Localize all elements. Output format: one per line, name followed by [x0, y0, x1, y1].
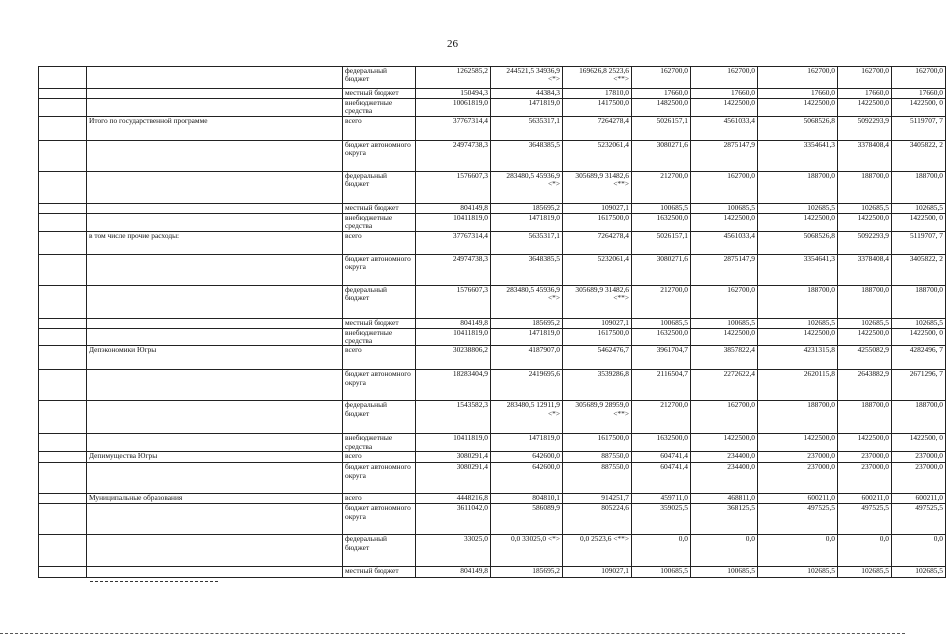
amount-cell: 17660,0	[892, 89, 946, 99]
table-row	[39, 203, 946, 213]
amount-cell: 2116504,7	[632, 370, 691, 401]
amount-cell: 5119707, 7	[892, 231, 946, 254]
table-row	[39, 213, 946, 231]
amount-cell: 5092293,9	[838, 231, 892, 254]
amount-cell: 600211,0	[838, 494, 892, 504]
table-body	[39, 67, 946, 578]
amount-cell: 102685,5	[892, 318, 946, 328]
table-row	[39, 328, 946, 346]
amount-cell: 4561033,4	[691, 231, 758, 254]
amount-cell: 1543582,3	[416, 401, 491, 434]
row-number-cell	[39, 346, 87, 370]
table-row	[39, 140, 946, 171]
amount-cell: 1576607,3	[416, 171, 491, 203]
organization-cell	[87, 203, 343, 213]
row-number-cell	[39, 254, 87, 285]
amount-cell: 1422500,0	[691, 434, 758, 452]
amount-cell: 4255082,9	[838, 346, 892, 370]
funding-source-cell: всего	[343, 346, 416, 370]
row-number-cell	[39, 370, 87, 401]
table-row	[39, 89, 946, 99]
amount-cell: 100685,5	[691, 567, 758, 578]
amount-cell: 1471819,0	[491, 328, 563, 346]
table-row	[39, 171, 946, 203]
amount-cell: 7264278,4	[563, 231, 632, 254]
amount-cell: 237000,0	[892, 463, 946, 494]
amount-cell: 234400,0	[691, 452, 758, 463]
amount-cell: 2643882,9	[838, 370, 892, 401]
amount-cell: 4231315,8	[758, 346, 838, 370]
row-number-cell	[39, 89, 87, 99]
amount-cell: 305689,9 31482,6 <**>	[563, 285, 632, 318]
amount-cell: 283480,5 45936,9 <*>	[491, 285, 563, 318]
table-row	[39, 567, 946, 578]
organization-cell: Муниципальные образования	[87, 494, 343, 504]
amount-cell: 497525,5	[892, 504, 946, 535]
funding-source-cell: бюджет автономного округа	[343, 463, 416, 494]
amount-cell: 1617500,0	[563, 434, 632, 452]
funding-source-cell: всего	[343, 231, 416, 254]
amount-cell: 3080291,4	[416, 463, 491, 494]
amount-cell: 185695,2	[491, 567, 563, 578]
amount-cell: 109027,1	[563, 318, 632, 328]
amount-cell: 188700,0	[838, 285, 892, 318]
funding-source-cell: бюджет автономного округа	[343, 504, 416, 535]
organization-cell	[87, 370, 343, 401]
amount-cell: 642600,0	[491, 463, 563, 494]
amount-cell: 283480,5 12911,9 <*>	[491, 401, 563, 434]
amount-cell: 305689,9 31482,6 <**>	[563, 171, 632, 203]
amount-cell: 0,0	[758, 535, 838, 567]
row-number-cell	[39, 140, 87, 171]
amount-cell: 1422500, 0	[892, 213, 946, 231]
amount-cell: 212700,0	[632, 285, 691, 318]
amount-cell: 1422500,0	[758, 434, 838, 452]
amount-cell: 17810,0	[563, 89, 632, 99]
amount-cell: 237000,0	[892, 452, 946, 463]
amount-cell: 102685,5	[838, 567, 892, 578]
amount-cell: 2620115,8	[758, 370, 838, 401]
funding-source-cell: федеральный бюджет	[343, 67, 416, 89]
amount-cell: 1632500,0	[632, 213, 691, 231]
amount-cell: 5068526,8	[758, 231, 838, 254]
bottom-edge-line	[0, 633, 905, 634]
table-row	[39, 254, 946, 285]
funding-source-cell: внебюджетные средства	[343, 434, 416, 452]
budget-table	[38, 66, 946, 578]
amount-cell: 102685,5	[838, 203, 892, 213]
amount-cell: 234400,0	[691, 463, 758, 494]
amount-cell: 804810,1	[491, 494, 563, 504]
row-number-cell	[39, 67, 87, 89]
amount-cell: 3080291,4	[416, 452, 491, 463]
amount-cell: 4448216,8	[416, 494, 491, 504]
row-number-cell	[39, 434, 87, 452]
row-number-cell	[39, 328, 87, 346]
amount-cell: 3648385,5	[491, 254, 563, 285]
amount-cell: 1422500,0	[691, 99, 758, 117]
organization-cell: в том числе прочие расходы:	[87, 231, 343, 254]
amount-cell: 1617500,0	[563, 213, 632, 231]
amount-cell: 604741,4	[632, 463, 691, 494]
amount-cell: 0,0	[691, 535, 758, 567]
amount-cell: 150494,3	[416, 89, 491, 99]
amount-cell: 1417500,0	[563, 99, 632, 117]
amount-cell: 805224,6	[563, 504, 632, 535]
amount-cell: 5119707, 7	[892, 116, 946, 140]
table-row	[39, 231, 946, 254]
amount-cell: 237000,0	[838, 463, 892, 494]
amount-cell: 109027,1	[563, 203, 632, 213]
amount-cell: 162700,0	[691, 171, 758, 203]
organization-cell	[87, 504, 343, 535]
organization-cell	[87, 213, 343, 231]
amount-cell: 100685,5	[691, 203, 758, 213]
table-row	[39, 494, 946, 504]
row-number-cell	[39, 213, 87, 231]
row-number-cell	[39, 567, 87, 578]
amount-cell: 237000,0	[838, 452, 892, 463]
row-number-cell	[39, 504, 87, 535]
amount-cell: 109027,1	[563, 567, 632, 578]
amount-cell: 188700,0	[892, 285, 946, 318]
amount-cell: 3080271,6	[632, 254, 691, 285]
amount-cell: 100685,5	[632, 318, 691, 328]
amount-cell: 1471819,0	[491, 99, 563, 117]
funding-source-cell: бюджет автономного округа	[343, 254, 416, 285]
organization-cell: Депимущества Югры	[87, 452, 343, 463]
organization-cell	[87, 254, 343, 285]
row-number-cell	[39, 231, 87, 254]
amount-cell: 368125,5	[691, 504, 758, 535]
amount-cell: 1262585,2	[416, 67, 491, 89]
table-row	[39, 285, 946, 318]
table-row	[39, 452, 946, 463]
amount-cell: 188700,0	[838, 401, 892, 434]
amount-cell: 162700,0	[691, 285, 758, 318]
amount-cell: 17660,0	[758, 89, 838, 99]
funding-source-cell: внебюджетные средства	[343, 99, 416, 117]
table-row	[39, 504, 946, 535]
amount-cell: 10061819,0	[416, 99, 491, 117]
amount-cell: 3354641,3	[758, 140, 838, 171]
funding-source-cell: федеральный бюджет	[343, 285, 416, 318]
amount-cell: 100685,5	[691, 318, 758, 328]
row-number-cell	[39, 203, 87, 213]
amount-cell: 2875147,9	[691, 254, 758, 285]
amount-cell: 0,0 2523,6 <**>	[563, 535, 632, 567]
amount-cell: 102685,5	[758, 318, 838, 328]
page-number: 26	[447, 38, 458, 50]
amount-cell: 10411819,0	[416, 434, 491, 452]
amount-cell: 162700,0	[758, 67, 838, 89]
amount-cell: 1482500,0	[632, 99, 691, 117]
amount-cell: 5232061,4	[563, 140, 632, 171]
amount-cell: 3354641,3	[758, 254, 838, 285]
amount-cell: 3080271,6	[632, 140, 691, 171]
funding-source-cell: федеральный бюджет	[343, 171, 416, 203]
amount-cell: 804149,8	[416, 567, 491, 578]
amount-cell: 37767314,4	[416, 231, 491, 254]
funding-source-cell: всего	[343, 494, 416, 504]
row-number-cell	[39, 463, 87, 494]
amount-cell: 600211,0	[758, 494, 838, 504]
row-number-cell	[39, 99, 87, 117]
organization-cell	[87, 401, 343, 434]
organization-cell	[87, 89, 343, 99]
table-row	[39, 116, 946, 140]
amount-cell: 600211,0	[892, 494, 946, 504]
row-number-cell	[39, 494, 87, 504]
amount-cell: 359025,5	[632, 504, 691, 535]
amount-cell: 1422500, 0	[892, 99, 946, 117]
amount-cell: 2671296, 7	[892, 370, 946, 401]
row-number-cell	[39, 452, 87, 463]
amount-cell: 4187907,0	[491, 346, 563, 370]
amount-cell: 1422500, 0	[892, 328, 946, 346]
organization-cell	[87, 434, 343, 452]
table-row	[39, 346, 946, 370]
amount-cell: 188700,0	[892, 401, 946, 434]
table-row	[39, 434, 946, 452]
amount-cell: 1422500,0	[838, 434, 892, 452]
funding-source-cell: бюджет автономного округа	[343, 140, 416, 171]
amount-cell: 102685,5	[758, 567, 838, 578]
organization-cell	[87, 463, 343, 494]
amount-cell: 1422500,0	[838, 328, 892, 346]
amount-cell: 2272622,4	[691, 370, 758, 401]
amount-cell: 1422500,0	[758, 213, 838, 231]
amount-cell: 3611042,0	[416, 504, 491, 535]
funding-source-cell: местный бюджет	[343, 203, 416, 213]
amount-cell: 497525,5	[758, 504, 838, 535]
amount-cell: 18283404,9	[416, 370, 491, 401]
amount-cell: 44384,3	[491, 89, 563, 99]
amount-cell: 1632500,0	[632, 328, 691, 346]
amount-cell: 459711,0	[632, 494, 691, 504]
organization-cell	[87, 328, 343, 346]
amount-cell: 237000,0	[758, 452, 838, 463]
amount-cell: 237000,0	[758, 463, 838, 494]
amount-cell: 5068526,8	[758, 116, 838, 140]
amount-cell: 17660,0	[691, 89, 758, 99]
funding-source-cell: всего	[343, 116, 416, 140]
amount-cell: 5026157,1	[632, 231, 691, 254]
table-row	[39, 463, 946, 494]
amount-cell: 1471819,0	[491, 213, 563, 231]
row-number-cell	[39, 171, 87, 203]
funding-source-cell: внебюджетные средства	[343, 328, 416, 346]
amount-cell: 10411819,0	[416, 213, 491, 231]
amount-cell: 102685,5	[838, 318, 892, 328]
amount-cell: 1422500, 0	[892, 434, 946, 452]
amount-cell: 3405822, 2	[892, 254, 946, 285]
amount-cell: 1422500,0	[758, 328, 838, 346]
amount-cell: 642600,0	[491, 452, 563, 463]
row-number-cell	[39, 116, 87, 140]
amount-cell: 3961704,7	[632, 346, 691, 370]
funding-source-cell: бюджет автономного округа	[343, 370, 416, 401]
table-row	[39, 67, 946, 89]
table-row	[39, 401, 946, 434]
amount-cell: 283480,5 45936,9 <*>	[491, 171, 563, 203]
footnote-separator	[90, 581, 218, 582]
funding-source-cell: федеральный бюджет	[343, 401, 416, 434]
amount-cell: 169626,8 2523,6 <**>	[563, 67, 632, 89]
organization-cell	[87, 67, 343, 89]
amount-cell: 24974738,3	[416, 140, 491, 171]
amount-cell: 4561033,4	[691, 116, 758, 140]
amount-cell: 188700,0	[758, 285, 838, 318]
amount-cell: 188700,0	[758, 401, 838, 434]
amount-cell: 468811,0	[691, 494, 758, 504]
amount-cell: 185695,2	[491, 203, 563, 213]
amount-cell: 100685,5	[632, 567, 691, 578]
amount-cell: 5635317,1	[491, 231, 563, 254]
amount-cell: 0,0	[838, 535, 892, 567]
organization-cell	[87, 171, 343, 203]
amount-cell: 24974738,3	[416, 254, 491, 285]
amount-cell: 3539286,8	[563, 370, 632, 401]
amount-cell: 7264278,4	[563, 116, 632, 140]
funding-source-cell: внебюджетные средства	[343, 213, 416, 231]
amount-cell: 37767314,4	[416, 116, 491, 140]
amount-cell: 188700,0	[838, 171, 892, 203]
organization-cell: Депэкономики Югры	[87, 346, 343, 370]
row-number-cell	[39, 535, 87, 567]
amount-cell: 914251,7	[563, 494, 632, 504]
amount-cell: 3857822,4	[691, 346, 758, 370]
amount-cell: 162700,0	[838, 67, 892, 89]
amount-cell: 102685,5	[892, 203, 946, 213]
amount-cell: 3648385,5	[491, 140, 563, 171]
amount-cell: 212700,0	[632, 171, 691, 203]
amount-cell: 586089,9	[491, 504, 563, 535]
amount-cell: 5462476,7	[563, 346, 632, 370]
amount-cell: 1632500,0	[632, 434, 691, 452]
table-row	[39, 535, 946, 567]
amount-cell: 185695,2	[491, 318, 563, 328]
organization-cell	[87, 535, 343, 567]
amount-cell: 1422500,0	[758, 99, 838, 117]
amount-cell: 804149,8	[416, 318, 491, 328]
row-number-cell	[39, 401, 87, 434]
organization-cell	[87, 567, 343, 578]
amount-cell: 887550,0	[563, 452, 632, 463]
organization-cell	[87, 285, 343, 318]
amount-cell: 887550,0	[563, 463, 632, 494]
amount-cell: 10411819,0	[416, 328, 491, 346]
amount-cell: 0,0 33025,0 <*>	[491, 535, 563, 567]
amount-cell: 162700,0	[691, 401, 758, 434]
amount-cell: 3405822, 2	[892, 140, 946, 171]
amount-cell: 1471819,0	[491, 434, 563, 452]
amount-cell: 1617500,0	[563, 328, 632, 346]
funding-source-cell: местный бюджет	[343, 567, 416, 578]
amount-cell: 5026157,1	[632, 116, 691, 140]
amount-cell: 604741,4	[632, 452, 691, 463]
amount-cell: 162700,0	[892, 67, 946, 89]
amount-cell: 102685,5	[758, 203, 838, 213]
table-row	[39, 318, 946, 328]
amount-cell: 188700,0	[758, 171, 838, 203]
amount-cell: 2419695,6	[491, 370, 563, 401]
amount-cell: 1422500,0	[838, 213, 892, 231]
amount-cell: 2875147,9	[691, 140, 758, 171]
funding-source-cell: местный бюджет	[343, 318, 416, 328]
table-row	[39, 99, 946, 117]
amount-cell: 212700,0	[632, 401, 691, 434]
amount-cell: 162700,0	[632, 67, 691, 89]
amount-cell: 804149,8	[416, 203, 491, 213]
amount-cell: 102685,5	[892, 567, 946, 578]
amount-cell: 0,0	[632, 535, 691, 567]
amount-cell: 162700,0	[691, 67, 758, 89]
amount-cell: 3378408,4	[838, 140, 892, 171]
amount-cell: 1422500,0	[838, 99, 892, 117]
amount-cell: 3378408,4	[838, 254, 892, 285]
amount-cell: 5092293,9	[838, 116, 892, 140]
amount-cell: 17660,0	[838, 89, 892, 99]
amount-cell: 100685,5	[632, 203, 691, 213]
row-number-cell	[39, 318, 87, 328]
table-row	[39, 370, 946, 401]
row-number-cell	[39, 285, 87, 318]
organization-cell	[87, 140, 343, 171]
amount-cell: 5232061,4	[563, 254, 632, 285]
amount-cell: 1576607,3	[416, 285, 491, 318]
amount-cell: 30238806,2	[416, 346, 491, 370]
funding-source-cell: местный бюджет	[343, 89, 416, 99]
organization-cell	[87, 318, 343, 328]
amount-cell: 1422500,0	[691, 213, 758, 231]
organization-cell	[87, 99, 343, 117]
amount-cell: 244521,5 34936,9 <*>	[491, 67, 563, 89]
amount-cell: 497525,5	[838, 504, 892, 535]
amount-cell: 305689,9 28959,0 <**>	[563, 401, 632, 434]
amount-cell: 188700,0	[892, 171, 946, 203]
funding-source-cell: всего	[343, 452, 416, 463]
funding-source-cell: федеральный бюджет	[343, 535, 416, 567]
amount-cell: 0,0	[892, 535, 946, 567]
amount-cell: 4282496, 7	[892, 346, 946, 370]
amount-cell: 1422500,0	[691, 328, 758, 346]
amount-cell: 33025,0	[416, 535, 491, 567]
amount-cell: 17660,0	[632, 89, 691, 99]
organization-cell: Итого по государственной программе	[87, 116, 343, 140]
amount-cell: 5635317,1	[491, 116, 563, 140]
